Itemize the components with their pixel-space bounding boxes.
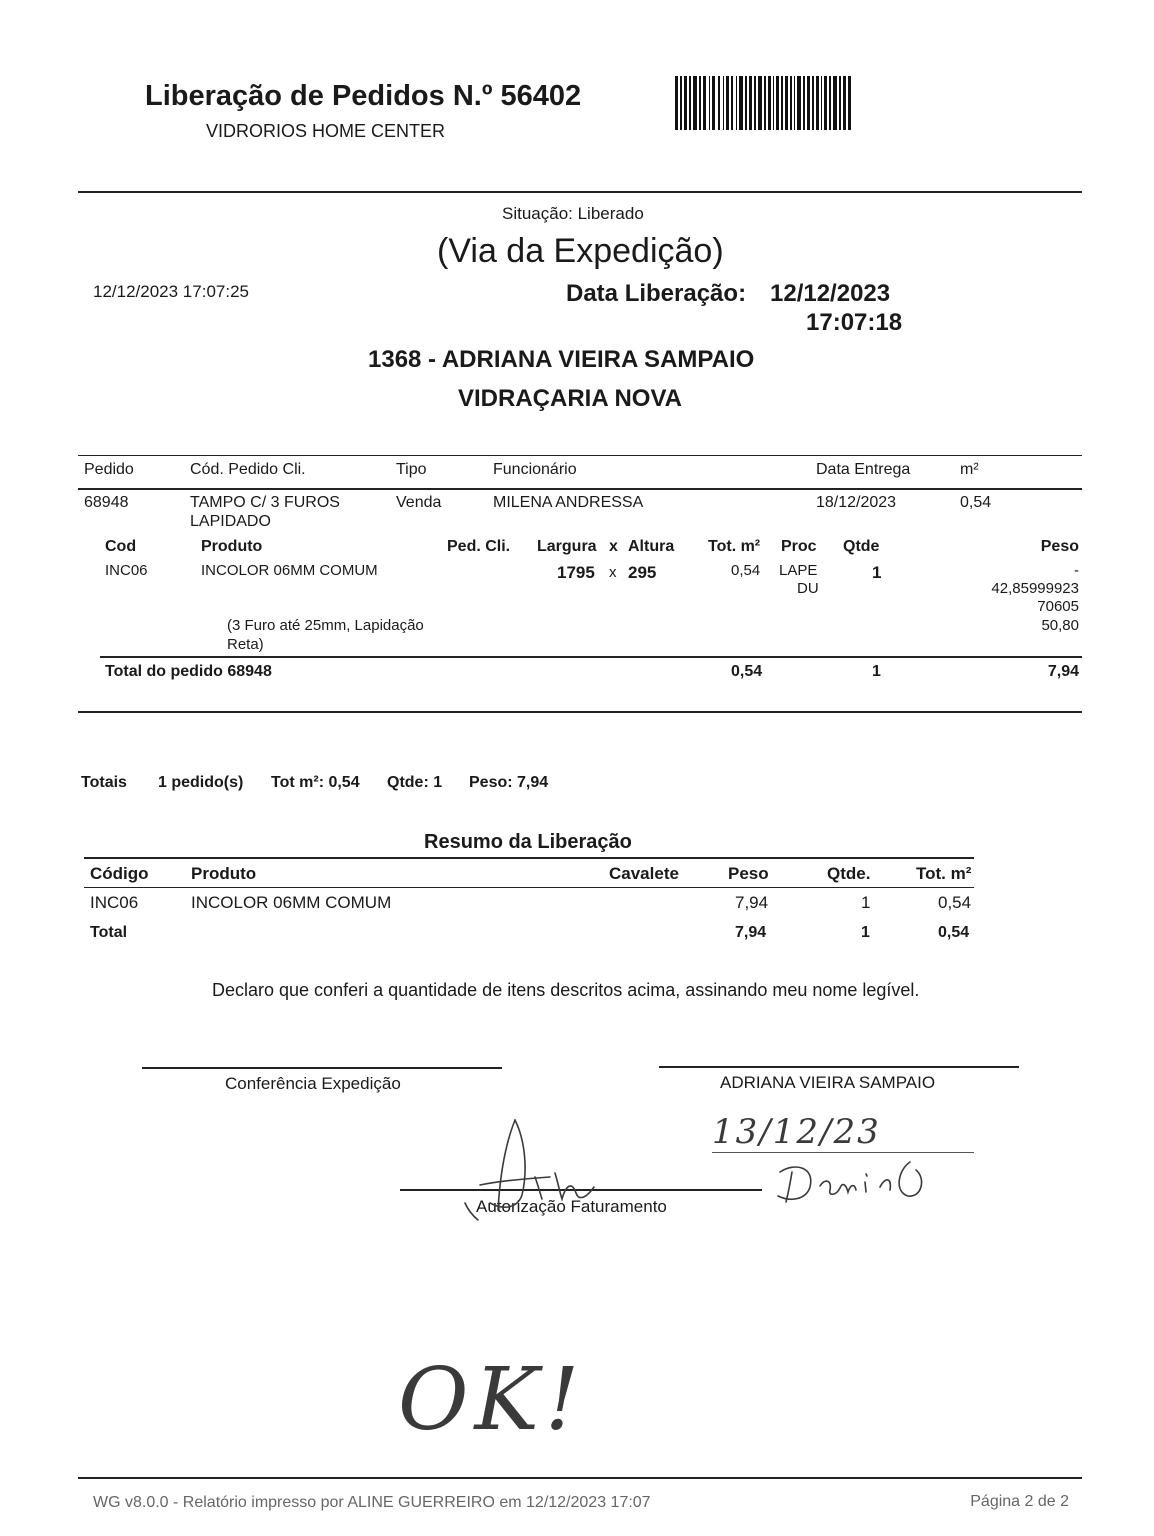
signature-label-autorizacao: Autorização Faturamento: [476, 1197, 667, 1216]
item-header-produto: Produto: [201, 538, 263, 555]
document-title: Liberação de Pedidos N.º 56402: [145, 80, 582, 112]
summary-peso: 7,94: [735, 893, 769, 912]
item-peso-line4: 50,80: [1041, 617, 1079, 634]
item-header-largura: Largura: [537, 538, 597, 555]
totals-pedidos: 1 pedido(s): [158, 774, 244, 791]
col-header-data-entrega: Data Entrega: [816, 461, 911, 478]
item-header-tot-m2: Tot. m²: [708, 538, 761, 555]
summary-header-tot-m2: Tot. m²: [916, 864, 972, 883]
handwritten-date: 13/12/23: [712, 1112, 881, 1152]
item-largura: 1795: [557, 563, 595, 582]
order-table-bottom-rule: [78, 711, 1082, 713]
summary-total-tot-m2: 0,54: [938, 924, 970, 941]
col-header-pedido: Pedido: [84, 461, 134, 478]
company-name: VIDRORIOS HOME CENTER: [206, 121, 446, 141]
item-proc-line1: LAPE: [779, 562, 818, 579]
order-total-qtde: 1: [872, 663, 881, 680]
summary-header-qtde: Qtde.: [827, 864, 871, 883]
order-total-label: Total do pedido 68948: [105, 663, 272, 680]
item-produto: INCOLOR 06MM COMUM: [201, 562, 378, 579]
col-header-tipo: Tipo: [396, 461, 427, 478]
item-header-cod: Cod: [105, 538, 137, 555]
item-header-altura: Altura: [628, 538, 675, 555]
handwritten-signature-client: [770, 1152, 940, 1212]
summary-produto: INCOLOR 06MM COMUM: [191, 893, 392, 912]
summary-total-peso: 7,94: [735, 924, 767, 941]
summary-codigo: INC06: [90, 893, 139, 912]
item-tot-m2: 0,54: [731, 562, 761, 579]
item-peso-line3: 70605: [1037, 598, 1079, 615]
item-peso-line2: 42,85999923: [991, 580, 1079, 597]
status-text: Situação: Liberado: [502, 204, 644, 223]
item-header-qtde: Qtde: [843, 538, 880, 555]
order-total-peso: 7,94: [1047, 663, 1079, 680]
declaration-text: Declaro que conferi a quantidade de itens descritos acima, assinando meu nome legível.: [212, 980, 920, 1000]
order-table-top-rule: [78, 455, 1082, 456]
summary-header-rule: [84, 887, 974, 888]
summary-header-peso: Peso: [728, 864, 769, 883]
item-x: x: [609, 564, 617, 581]
summary-header-cavalete: Cavalete: [609, 864, 679, 883]
handwritten-ok-note: OK!: [398, 1350, 586, 1450]
totals-label: Totais: [81, 774, 127, 791]
order-client-code-line2: LAPIDADO: [190, 513, 271, 530]
item-header-proc: Proc: [781, 538, 817, 555]
order-employee: MILENA ANDRESSA: [493, 494, 644, 511]
signature-line-conferencia: [142, 1067, 502, 1069]
summary-header-produto: Produto: [191, 864, 257, 883]
item-qtde: 1: [872, 563, 882, 582]
signature-label-client: ADRIANA VIEIRA SAMPAIO: [720, 1073, 936, 1092]
footer-printed-by: WG v8.0.0 - Relatório impresso por ALINE GUERREIRO em 12/12/2023 17:07: [93, 1494, 651, 1511]
order-delivery-date: 18/12/2023: [816, 494, 897, 511]
client-company: VIDRAÇARIA NOVA: [458, 385, 683, 412]
summary-top-rule: [84, 857, 974, 859]
item-peso-line1: -: [1074, 562, 1079, 579]
item-header-x: x: [609, 538, 618, 555]
totals-m2: Tot m²: 0,54: [271, 774, 360, 791]
release-time: 17:07:18: [806, 309, 903, 336]
item-proc-line2: DU: [797, 580, 819, 597]
release-date: 12/12/2023: [770, 280, 891, 307]
client-name: 1368 - ADRIANA VIEIRA SAMPAIO: [368, 346, 755, 373]
summary-tot-m2: 0,54: [938, 893, 972, 912]
summary-title: Resumo da Liberação: [424, 831, 632, 853]
totals-qtde: Qtde: 1: [387, 774, 443, 791]
item-altura: 295: [628, 563, 657, 582]
via-label: (Via da Expedição): [437, 232, 724, 270]
summary-qtde: 1: [861, 893, 871, 912]
order-number: 68948: [84, 494, 129, 511]
item-cod: INC06: [105, 562, 148, 579]
col-header-funcionario: Funcionário: [493, 461, 577, 478]
footer-rule: [78, 1477, 1082, 1479]
order-m2: 0,54: [960, 494, 992, 511]
order-type: Venda: [396, 494, 442, 511]
footer-page-number: Página 2 de 2: [970, 1493, 1069, 1510]
signature-label-conferencia: Conferência Expedição: [225, 1074, 401, 1093]
header-divider: [78, 191, 1082, 193]
item-header-ped-cli: Ped. Cli.: [447, 538, 511, 555]
item-note-line2: Reta): [227, 636, 264, 653]
barcode: [675, 76, 855, 130]
summary-header-codigo: Código: [90, 864, 149, 883]
handwritten-signature-aline: [460, 1115, 620, 1225]
signature-line-client: [659, 1066, 1019, 1068]
order-total-m2: 0,54: [731, 663, 763, 680]
item-header-peso: Peso: [1040, 538, 1079, 555]
col-header-cod-pedido-cli: Cód. Pedido Cli.: [190, 461, 306, 478]
totals-peso: Peso: 7,94: [469, 774, 549, 791]
release-date-label: Data Liberação:: [566, 280, 747, 307]
item-note-line1: (3 Furo até 25mm, Lapidação: [227, 617, 424, 634]
summary-total-qtde: 1: [861, 924, 870, 941]
printed-timestamp: 12/12/2023 17:07:25: [93, 282, 249, 301]
col-header-m2: m²: [960, 461, 979, 478]
order-table-header-rule: [78, 488, 1082, 490]
summary-total-label: Total: [90, 924, 128, 941]
order-client-code-line1: TAMPO C/ 3 FUROS: [190, 494, 340, 511]
item-total-rule: [100, 656, 1082, 658]
